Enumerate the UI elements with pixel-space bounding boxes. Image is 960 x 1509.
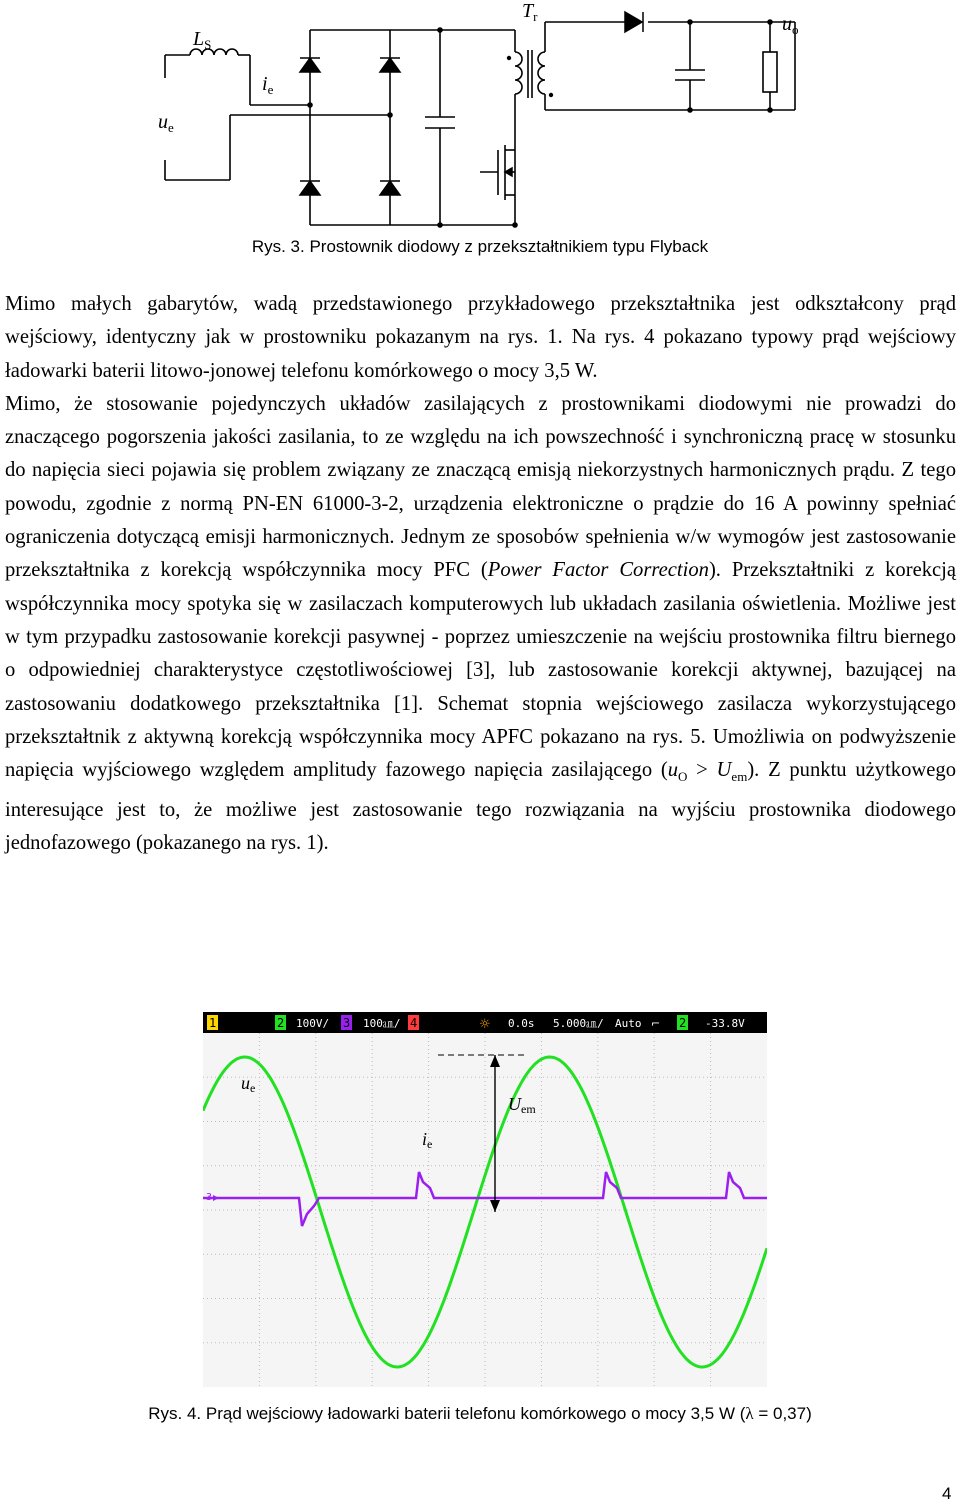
ch1-number: 1 xyxy=(209,1016,217,1030)
flyback-circuit-diagram xyxy=(150,0,810,230)
oscilloscope-screenshot xyxy=(203,1012,767,1387)
ie-trace-label: i xyxy=(422,1129,428,1149)
paragraph-2: Mimo, że stosowanie pojedynczych układów zasilających z prostownikami diodowymi nie prowadzi do znaczącego pogorszenia jakości zasilania, to ze względu na ich powszechność i synchroniczną pracę w stosunku do napięcia sieci pojawia się problem związany ze znaczącą emisją niekorzystnych harmonicznych prądu. Z tego powodu, zgodnie z normą PN-EN 61000-3-2, urządzenia elektroniczne o prądzie do 16 A powinny spełniać ograniczenia dotyczącą emisji harmonicznych. Jednym ze sposobów spełnienia w/w wymogów jest zastosowanie przekształtnika z korekcją współczynnika mocy PFC (Power Factor Correction). Przekształtniki z korekcją współczynnika mocy spotyka się w zasilaczach komputerowych lub układach zasilania oświetlenia. Możliwe jest w tym przypadku zastosowanie korekcji pasywnej - poprzez umieszczenie na wejściu prostownika filtru biernego o odpowiedniej charakterystyce częstotliwościowej [3], lub zastosowanie korekcji aktywnej, bazującej na zastosowaniu dodatkowego przekształtnika [1]. Schemat stopnia wejściowego zasilacza wykorzystującego przekształtnik z aktywną korekcją współczynnika mocy APFC pokazano na rys. 5. Umożliwia on podwyższenie napięcia wyjściowego względem amplitudy fazowego napięcia zasilającego $(u_O > U_{em})$. Z punktu użytkowego interesujące jest to, że możliwe jest zastosowanie tego rozwiązania na wyjściu prostownika diodowego jednofazowego (pokazanego na rys. 1). xyxy=(5,392,957,854)
svg-text:uo: $u_o$ xyxy=(782,13,799,37)
pfc-expansion: Power Factor Correction xyxy=(487,559,709,582)
ch2-scale: 100V/ xyxy=(296,1017,330,1030)
page-number: 4 xyxy=(942,1484,952,1503)
sun-icon: ☼ xyxy=(479,1017,491,1032)
svg-text:ie: $i_e$ xyxy=(262,73,274,97)
time-scale: 5.000㏂/ xyxy=(553,1017,604,1030)
svg-text:LS: $L_S$ xyxy=(193,28,212,52)
body-text xyxy=(5,288,956,860)
svg-text:ue: ue xyxy=(241,1073,256,1095)
paragraph-1: Mimo małych gabarytów, wadą przedstawionego przykładowego przekształtnika jest odkształcony prąd wejściowy, identyczny jak w prostowniku pokazanym na rys. 1. Na rys. 4 pokazano typowy prąd wejściowy ładowarki baterii litowo-jonowej telefonu komórkowego o mocy 3,5 W. xyxy=(5,293,956,382)
time-offset: 0.0s xyxy=(508,1017,535,1030)
svg-text:Uem: Uem xyxy=(508,1094,536,1116)
svg-text:ue: $u_e$ xyxy=(158,111,174,135)
figure-4-caption: Rys. 4. Prąd wejściowy ładowarki baterii telefonu komórkowego o mocy 3,5 W (λ = 0,37) xyxy=(148,1404,812,1423)
figure-3-caption: Rys. 3. Prostownik diodowy z przekształtnikiem typu Flyback xyxy=(251,237,709,256)
trigger-mode: Auto xyxy=(615,1017,642,1030)
ie-label: i xyxy=(262,73,268,95)
ue-label: u xyxy=(158,111,168,133)
trigger-level: -33.8V xyxy=(705,1017,745,1030)
ch4-number: 4 xyxy=(410,1016,418,1030)
uem-label: U xyxy=(508,1094,521,1114)
ch3-number: 3 xyxy=(343,1016,351,1030)
tr-label: T xyxy=(522,0,534,22)
svg-text:Tr: $T_r$ xyxy=(522,0,538,24)
uo-label: u xyxy=(782,13,792,35)
trigger-source: 2 xyxy=(679,1016,687,1030)
ch3-level-marker: 3 xyxy=(206,1192,213,1203)
ue-trace-label: u xyxy=(241,1073,250,1093)
ch2-number: 2 xyxy=(277,1016,285,1030)
ch3-scale: 100㏂/ xyxy=(363,1017,401,1030)
trigger-edge-icon: ⌐ xyxy=(651,1017,661,1030)
ls-label: L xyxy=(193,28,205,50)
svg-text:ie: ie xyxy=(422,1129,433,1151)
